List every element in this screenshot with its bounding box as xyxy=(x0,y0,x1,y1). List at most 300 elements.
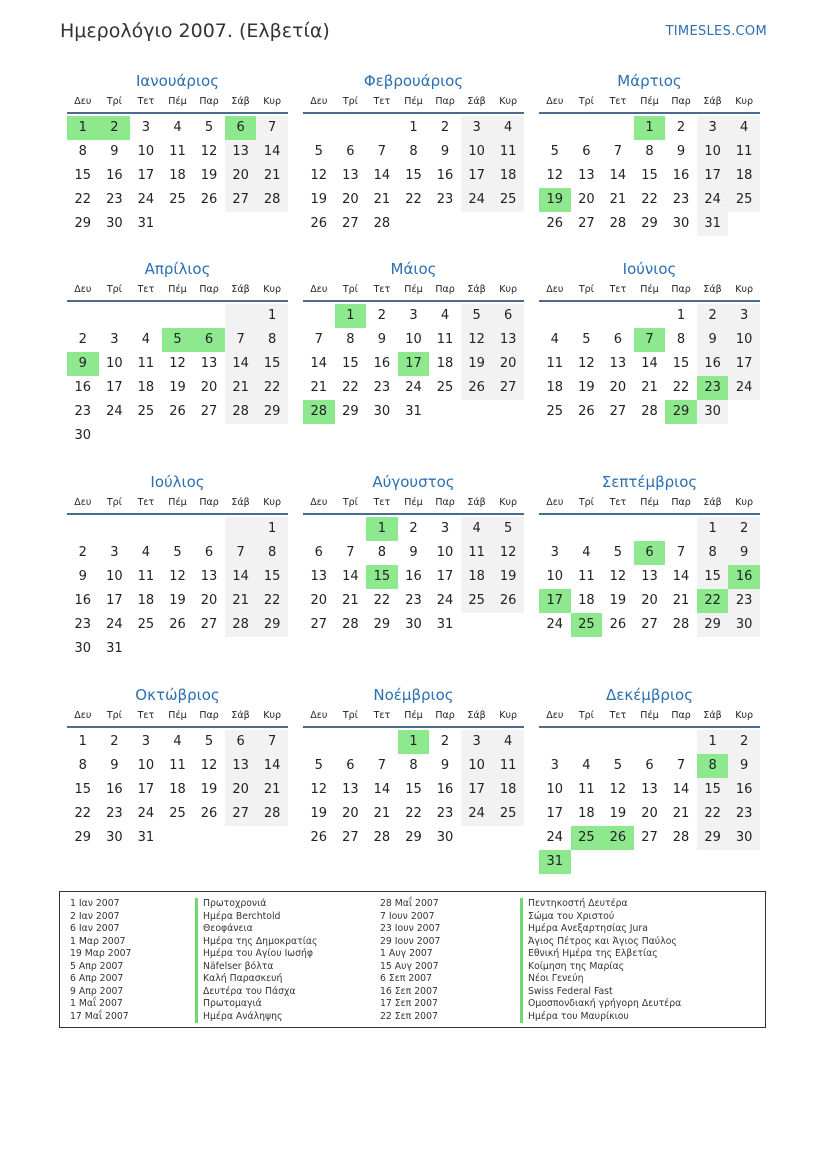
weekday-label: Τρί xyxy=(342,284,358,295)
day-cell: 17 xyxy=(106,380,123,395)
day-cell: 28 xyxy=(225,400,257,424)
day-cell: 22 xyxy=(74,192,92,207)
weekday-label: Πέμ xyxy=(640,497,659,508)
day-cell: 16 xyxy=(106,168,123,183)
weekday-header xyxy=(303,280,524,302)
weekday-label: Δευ xyxy=(310,710,328,721)
day-cell: 15 xyxy=(697,565,729,589)
day-cell: 4 xyxy=(550,332,559,347)
weekday-label: Τρί xyxy=(578,284,594,295)
day-cell: 24 xyxy=(106,404,123,419)
day-cell: 11 xyxy=(492,140,524,164)
day-cell: 31 xyxy=(697,212,729,236)
day-cell: 6 xyxy=(613,332,623,347)
holiday-day-cell: 15 xyxy=(366,565,398,589)
weekday-label: Τετ xyxy=(137,284,155,295)
holiday-date: 19 Μαρ 2007 xyxy=(70,948,132,959)
day-cell: 29 xyxy=(74,830,92,845)
day-cell: 1 xyxy=(256,304,288,328)
day-cell: 9 xyxy=(728,754,760,778)
day-cell: 27 xyxy=(492,376,524,400)
day-cell: 12 xyxy=(310,168,328,183)
empty-day-cell xyxy=(539,730,571,754)
empty-day-cell xyxy=(634,304,666,328)
day-cell: 2 xyxy=(409,521,418,536)
day-cell: 7 xyxy=(256,730,288,754)
weekday-label: Σάβ xyxy=(231,284,250,295)
month-calendar xyxy=(303,471,524,637)
weekday-header xyxy=(303,706,524,728)
day-cell: 23 xyxy=(672,192,690,207)
day-cell: 12 xyxy=(492,541,524,565)
weekday-label: Παρ xyxy=(435,497,455,508)
day-cell: 19 xyxy=(492,565,524,589)
day-cell: 14 xyxy=(256,754,288,778)
weekday-header xyxy=(539,280,760,302)
weekday-label: Τετ xyxy=(609,497,627,508)
day-cell: 10 xyxy=(137,758,155,773)
day-cell: 5 xyxy=(582,332,591,347)
day-cell: 20 xyxy=(225,164,257,188)
day-cell: 25 xyxy=(137,617,155,632)
weekday-label: Σάβ xyxy=(703,284,722,295)
day-cell: 21 xyxy=(609,192,627,207)
day-cell: 16 xyxy=(672,168,690,183)
holiday-date: 2 Ιαν 2007 xyxy=(70,910,120,922)
weekday-label: Κυρ xyxy=(263,96,282,107)
day-cell: 5 xyxy=(492,517,524,541)
day-cell: 21 xyxy=(373,192,391,207)
weekday-label: Σάβ xyxy=(231,96,250,107)
weekday-label: Πέμ xyxy=(404,96,423,107)
weekday-label: Παρ xyxy=(199,710,219,721)
day-cell: 15 xyxy=(256,352,288,376)
day-cell: 24 xyxy=(546,617,564,632)
day-cell: 26 xyxy=(546,216,564,231)
weekday-label: Κυρ xyxy=(735,710,754,721)
day-cell: 16 xyxy=(106,782,123,797)
day-cell: 22 xyxy=(373,593,391,608)
empty-day-cell xyxy=(665,730,697,754)
holiday-date: 6 Σεπ 2007 xyxy=(380,973,432,984)
empty-day-cell xyxy=(634,730,666,754)
empty-day-cell xyxy=(366,116,398,140)
weekday-label: Σάβ xyxy=(703,96,722,107)
day-cell: 13 xyxy=(225,140,257,164)
weekday-header xyxy=(539,706,760,728)
day-cell: 20 xyxy=(310,593,328,608)
holiday-day-cell: 6 xyxy=(193,328,225,352)
day-cell: 19 xyxy=(200,782,218,797)
day-cell: 14 xyxy=(225,565,257,589)
day-grid xyxy=(303,304,524,424)
day-cell: 18 xyxy=(137,593,155,608)
day-cell: 26 xyxy=(169,404,186,419)
holiday-name: Σώμα του Χριστού xyxy=(520,911,710,924)
holiday-name: Νέοι Γενεύη xyxy=(520,973,710,986)
day-cell: 27 xyxy=(200,404,218,419)
day-cell: 25 xyxy=(728,188,760,212)
empty-day-cell xyxy=(602,730,634,754)
holiday-date: 6 Απρ 2007 xyxy=(70,973,124,984)
day-cell: 24 xyxy=(697,188,729,212)
day-cell: 26 xyxy=(310,830,328,845)
day-cell: 21 xyxy=(256,778,288,802)
weekday-label: Σάβ xyxy=(467,284,486,295)
day-cell: 18 xyxy=(492,164,524,188)
day-cell: 15 xyxy=(641,168,658,183)
day-grid xyxy=(67,116,288,236)
day-cell: 3 xyxy=(141,734,151,749)
day-cell: 11 xyxy=(137,356,155,371)
day-cell: 7 xyxy=(377,758,387,773)
month-calendar xyxy=(539,684,760,874)
day-cell: 8 xyxy=(645,144,654,159)
day-cell: 30 xyxy=(74,641,92,656)
day-cell: 4 xyxy=(492,730,524,754)
weekday-label: Δευ xyxy=(546,284,564,295)
day-cell: 20 xyxy=(225,778,257,802)
day-cell: 20 xyxy=(609,380,627,395)
day-cell: 30 xyxy=(728,826,760,850)
day-cell: 13 xyxy=(342,168,359,183)
weekday-label: Τετ xyxy=(609,284,627,295)
weekday-label: Σάβ xyxy=(231,710,250,721)
holiday-day-cell: 1 xyxy=(634,116,666,140)
day-cell: 12 xyxy=(200,144,218,159)
weekday-label: Τετ xyxy=(373,284,391,295)
day-cell: 23 xyxy=(106,806,123,821)
day-cell: 3 xyxy=(697,116,729,140)
day-cell: 17 xyxy=(106,593,123,608)
day-cell: 30 xyxy=(728,613,760,637)
day-cell: 22 xyxy=(672,380,690,395)
day-cell: 27 xyxy=(200,617,218,632)
day-cell: 3 xyxy=(141,120,151,135)
day-cell: 19 xyxy=(461,352,493,376)
day-cell: 18 xyxy=(461,565,493,589)
day-cell: 7 xyxy=(613,144,623,159)
holiday-day-cell: 25 xyxy=(571,613,603,637)
day-cell: 10 xyxy=(106,569,123,584)
day-cell: 19 xyxy=(578,380,595,395)
day-cell: 3 xyxy=(461,116,493,140)
holiday-day-cell: 8 xyxy=(697,754,729,778)
day-cell: 6 xyxy=(346,144,355,159)
month-name: Οκτώβριος xyxy=(135,686,220,704)
day-cell: 14 xyxy=(373,782,391,797)
month-calendar xyxy=(539,258,760,424)
day-cell: 24 xyxy=(546,830,564,845)
empty-day-cell xyxy=(193,304,225,328)
day-cell: 31 xyxy=(137,830,155,845)
day-cell: 13 xyxy=(200,569,218,584)
weekday-header xyxy=(67,706,288,728)
empty-day-cell xyxy=(602,304,634,328)
day-cell: 18 xyxy=(137,380,155,395)
brand-link[interactable]: TIMESLES.COM xyxy=(665,24,767,39)
day-cell: 25 xyxy=(461,589,493,613)
holiday-day-cell: 31 xyxy=(539,850,571,874)
day-cell: 2 xyxy=(440,734,450,749)
day-cell: 19 xyxy=(169,593,186,608)
holiday-name: Κοίμηση της Μαρίας xyxy=(520,961,710,974)
day-cell: 21 xyxy=(672,593,690,608)
day-cell: 19 xyxy=(169,380,186,395)
day-cell: 8 xyxy=(256,328,288,352)
weekday-label: Κυρ xyxy=(499,96,518,107)
month-name: Ιούλιος xyxy=(150,473,205,491)
empty-day-cell xyxy=(571,517,603,541)
day-cell: 14 xyxy=(373,168,391,183)
day-cell: 11 xyxy=(137,569,155,584)
day-cell: 10 xyxy=(728,328,760,352)
day-cell: 3 xyxy=(461,730,493,754)
empty-day-cell xyxy=(303,730,335,754)
empty-day-cell xyxy=(634,517,666,541)
day-cell: 8 xyxy=(409,758,418,773)
weekday-label: Πέμ xyxy=(404,497,423,508)
holiday-name: Swiss Federal Fast xyxy=(520,986,710,999)
weekday-label: Κυρ xyxy=(735,497,754,508)
day-cell: 2 xyxy=(728,730,760,754)
day-cell: 7 xyxy=(346,545,355,560)
page-title: Ημερολόγιο 2007. (Ελβετία) xyxy=(60,20,330,42)
day-cell: 22 xyxy=(697,802,729,826)
weekday-label: Δευ xyxy=(74,284,92,295)
day-cell: 28 xyxy=(672,830,690,845)
day-cell: 8 xyxy=(676,332,686,347)
weekday-header xyxy=(539,493,760,515)
day-cell: 18 xyxy=(169,168,186,183)
weekday-label: Τρί xyxy=(106,710,122,721)
day-cell: 15 xyxy=(74,168,92,183)
day-cell: 24 xyxy=(106,617,123,632)
day-cell: 26 xyxy=(310,216,328,231)
day-cell: 17 xyxy=(697,164,729,188)
weekday-label: Κυρ xyxy=(735,284,754,295)
day-cell: 17 xyxy=(546,806,564,821)
day-cell: 12 xyxy=(310,782,328,797)
month-name: Αύγουστος xyxy=(372,473,455,491)
day-cell: 12 xyxy=(461,328,493,352)
day-cell: 25 xyxy=(169,192,186,207)
holiday-name: Θεοφάνεια xyxy=(195,923,385,936)
empty-day-cell xyxy=(335,517,367,541)
holiday-name: Άγιος Πέτρος και Άγιος Παύλος xyxy=(520,936,710,949)
day-cell: 27 xyxy=(641,617,658,632)
holiday-day-cell: 19 xyxy=(539,188,571,212)
weekday-label: Πέμ xyxy=(640,96,659,107)
day-cell: 10 xyxy=(461,754,493,778)
day-cell: 13 xyxy=(200,356,218,371)
empty-day-cell xyxy=(571,116,603,140)
day-cell: 18 xyxy=(728,164,760,188)
day-cell: 11 xyxy=(169,758,186,773)
weekday-label: Δευ xyxy=(74,497,92,508)
day-cell: 28 xyxy=(373,216,391,231)
holiday-date: 29 Ιουν 2007 xyxy=(380,935,441,947)
empty-day-cell xyxy=(539,517,571,541)
day-cell: 26 xyxy=(200,192,218,207)
holiday-name: Πρωτοχρονιά xyxy=(195,898,385,911)
day-cell: 19 xyxy=(609,593,627,608)
day-cell: 13 xyxy=(342,782,359,797)
day-cell: 19 xyxy=(200,168,218,183)
holiday-name-column xyxy=(195,898,385,1023)
weekday-label: Σάβ xyxy=(703,710,722,721)
weekday-label: Κυρ xyxy=(735,96,754,107)
holiday-day-cell: 23 xyxy=(697,376,729,400)
empty-day-cell xyxy=(335,730,367,754)
day-cell: 27 xyxy=(342,830,359,845)
day-cell: 22 xyxy=(74,806,92,821)
day-cell: 27 xyxy=(641,830,658,845)
day-cell: 27 xyxy=(225,188,257,212)
day-cell: 23 xyxy=(405,593,422,608)
weekday-label: Δευ xyxy=(546,96,564,107)
holiday-day-cell: 6 xyxy=(634,541,666,565)
day-cell: 14 xyxy=(641,356,658,371)
day-cell: 1 xyxy=(697,730,729,754)
day-grid xyxy=(539,517,760,637)
day-cell: 29 xyxy=(256,613,288,637)
weekday-label: Τετ xyxy=(137,710,155,721)
holiday-name-column xyxy=(520,898,710,1023)
weekday-label: Τετ xyxy=(137,497,155,508)
day-cell: 20 xyxy=(641,593,658,608)
day-cell: 24 xyxy=(137,192,155,207)
day-cell: 5 xyxy=(204,120,214,135)
day-cell: 24 xyxy=(461,188,493,212)
month-calendar xyxy=(67,258,288,448)
weekday-header xyxy=(67,493,288,515)
day-cell: 15 xyxy=(256,565,288,589)
weekday-label: Παρ xyxy=(435,96,455,107)
month-calendar xyxy=(67,471,288,661)
holiday-day-cell: 17 xyxy=(539,589,571,613)
day-cell: 13 xyxy=(492,328,524,352)
day-cell: 10 xyxy=(106,356,123,371)
weekday-label: Παρ xyxy=(671,710,691,721)
day-cell: 10 xyxy=(436,545,454,560)
day-cell: 20 xyxy=(342,806,359,821)
day-cell: 25 xyxy=(546,404,564,419)
day-cell: 6 xyxy=(346,758,355,773)
day-cell: 28 xyxy=(342,617,359,632)
weekday-label: Παρ xyxy=(199,284,219,295)
day-cell: 2 xyxy=(728,517,760,541)
holiday-date: 15 Αυγ 2007 xyxy=(380,960,439,972)
day-cell: 3 xyxy=(110,545,119,560)
weekday-label: Παρ xyxy=(199,497,219,508)
day-cell: 13 xyxy=(225,754,257,778)
holiday-name: Καλή Παρασκευή xyxy=(195,973,385,986)
holiday-name: Πρωτομαγιά xyxy=(195,998,385,1011)
weekday-label: Τετ xyxy=(373,96,391,107)
day-cell: 2 xyxy=(78,545,87,560)
weekday-label: Πέμ xyxy=(168,710,187,721)
weekday-label: Παρ xyxy=(435,284,455,295)
weekday-label: Πέμ xyxy=(640,284,659,295)
day-cell: 4 xyxy=(582,545,591,560)
day-cell: 1 xyxy=(676,308,686,323)
holiday-day-cell: 22 xyxy=(697,589,729,613)
day-cell: 29 xyxy=(697,826,729,850)
day-cell: 5 xyxy=(204,734,214,749)
holiday-date: 6 Ιαν 2007 xyxy=(70,923,120,934)
day-cell: 1 xyxy=(78,734,87,749)
day-cell: 30 xyxy=(106,830,123,845)
day-cell: 22 xyxy=(342,380,359,395)
empty-day-cell xyxy=(303,116,335,140)
day-cell: 2 xyxy=(440,120,450,135)
day-cell: 4 xyxy=(173,734,182,749)
day-cell: 31 xyxy=(436,617,454,632)
weekday-label: Τετ xyxy=(373,710,391,721)
holiday-day-cell: 29 xyxy=(665,400,697,424)
day-cell: 28 xyxy=(373,830,391,845)
empty-day-cell xyxy=(602,517,634,541)
day-cell: 27 xyxy=(578,216,595,231)
day-cell: 31 xyxy=(137,216,155,231)
empty-day-cell xyxy=(99,517,131,541)
empty-day-cell xyxy=(335,116,367,140)
day-cell: 29 xyxy=(405,830,422,845)
day-cell: 1 xyxy=(409,120,418,135)
day-cell: 4 xyxy=(141,332,151,347)
day-cell: 4 xyxy=(492,116,524,140)
weekday-label: Τρί xyxy=(578,710,594,721)
day-cell: 19 xyxy=(310,806,328,821)
holiday-date-column xyxy=(70,898,190,1023)
weekday-label: Τρί xyxy=(578,497,594,508)
day-cell: 12 xyxy=(578,356,595,371)
day-cell: 20 xyxy=(342,192,359,207)
day-grid xyxy=(539,116,760,236)
empty-day-cell xyxy=(571,304,603,328)
month-name: Μάρτιος xyxy=(617,72,682,90)
weekday-label: Παρ xyxy=(671,284,691,295)
day-cell: 11 xyxy=(728,140,760,164)
day-cell: 2 xyxy=(377,308,387,323)
day-cell: 11 xyxy=(578,569,595,584)
day-cell: 7 xyxy=(225,541,257,565)
month-name: Απρίλιος xyxy=(144,260,211,278)
day-cell: 4 xyxy=(582,758,591,773)
month-calendar xyxy=(539,471,760,637)
day-cell: 8 xyxy=(78,758,87,773)
weekday-label: Τρί xyxy=(106,284,122,295)
empty-day-cell xyxy=(571,730,603,754)
day-cell: 14 xyxy=(672,782,690,797)
day-cell: 25 xyxy=(492,188,524,212)
weekday-label: Δευ xyxy=(546,497,564,508)
day-cell: 30 xyxy=(672,216,690,231)
day-cell: 4 xyxy=(141,545,151,560)
day-cell: 6 xyxy=(314,545,323,560)
day-cell: 6 xyxy=(225,730,257,754)
day-cell: 27 xyxy=(225,802,257,826)
weekday-header xyxy=(67,280,288,302)
day-cell: 11 xyxy=(169,144,186,159)
holiday-day-cell: 5 xyxy=(162,328,194,352)
holiday-date: 28 Μαΐ 2007 xyxy=(380,898,439,909)
day-cell: 19 xyxy=(310,192,328,207)
day-cell: 6 xyxy=(582,144,591,159)
weekday-label: Παρ xyxy=(671,497,691,508)
day-grid xyxy=(67,304,288,448)
